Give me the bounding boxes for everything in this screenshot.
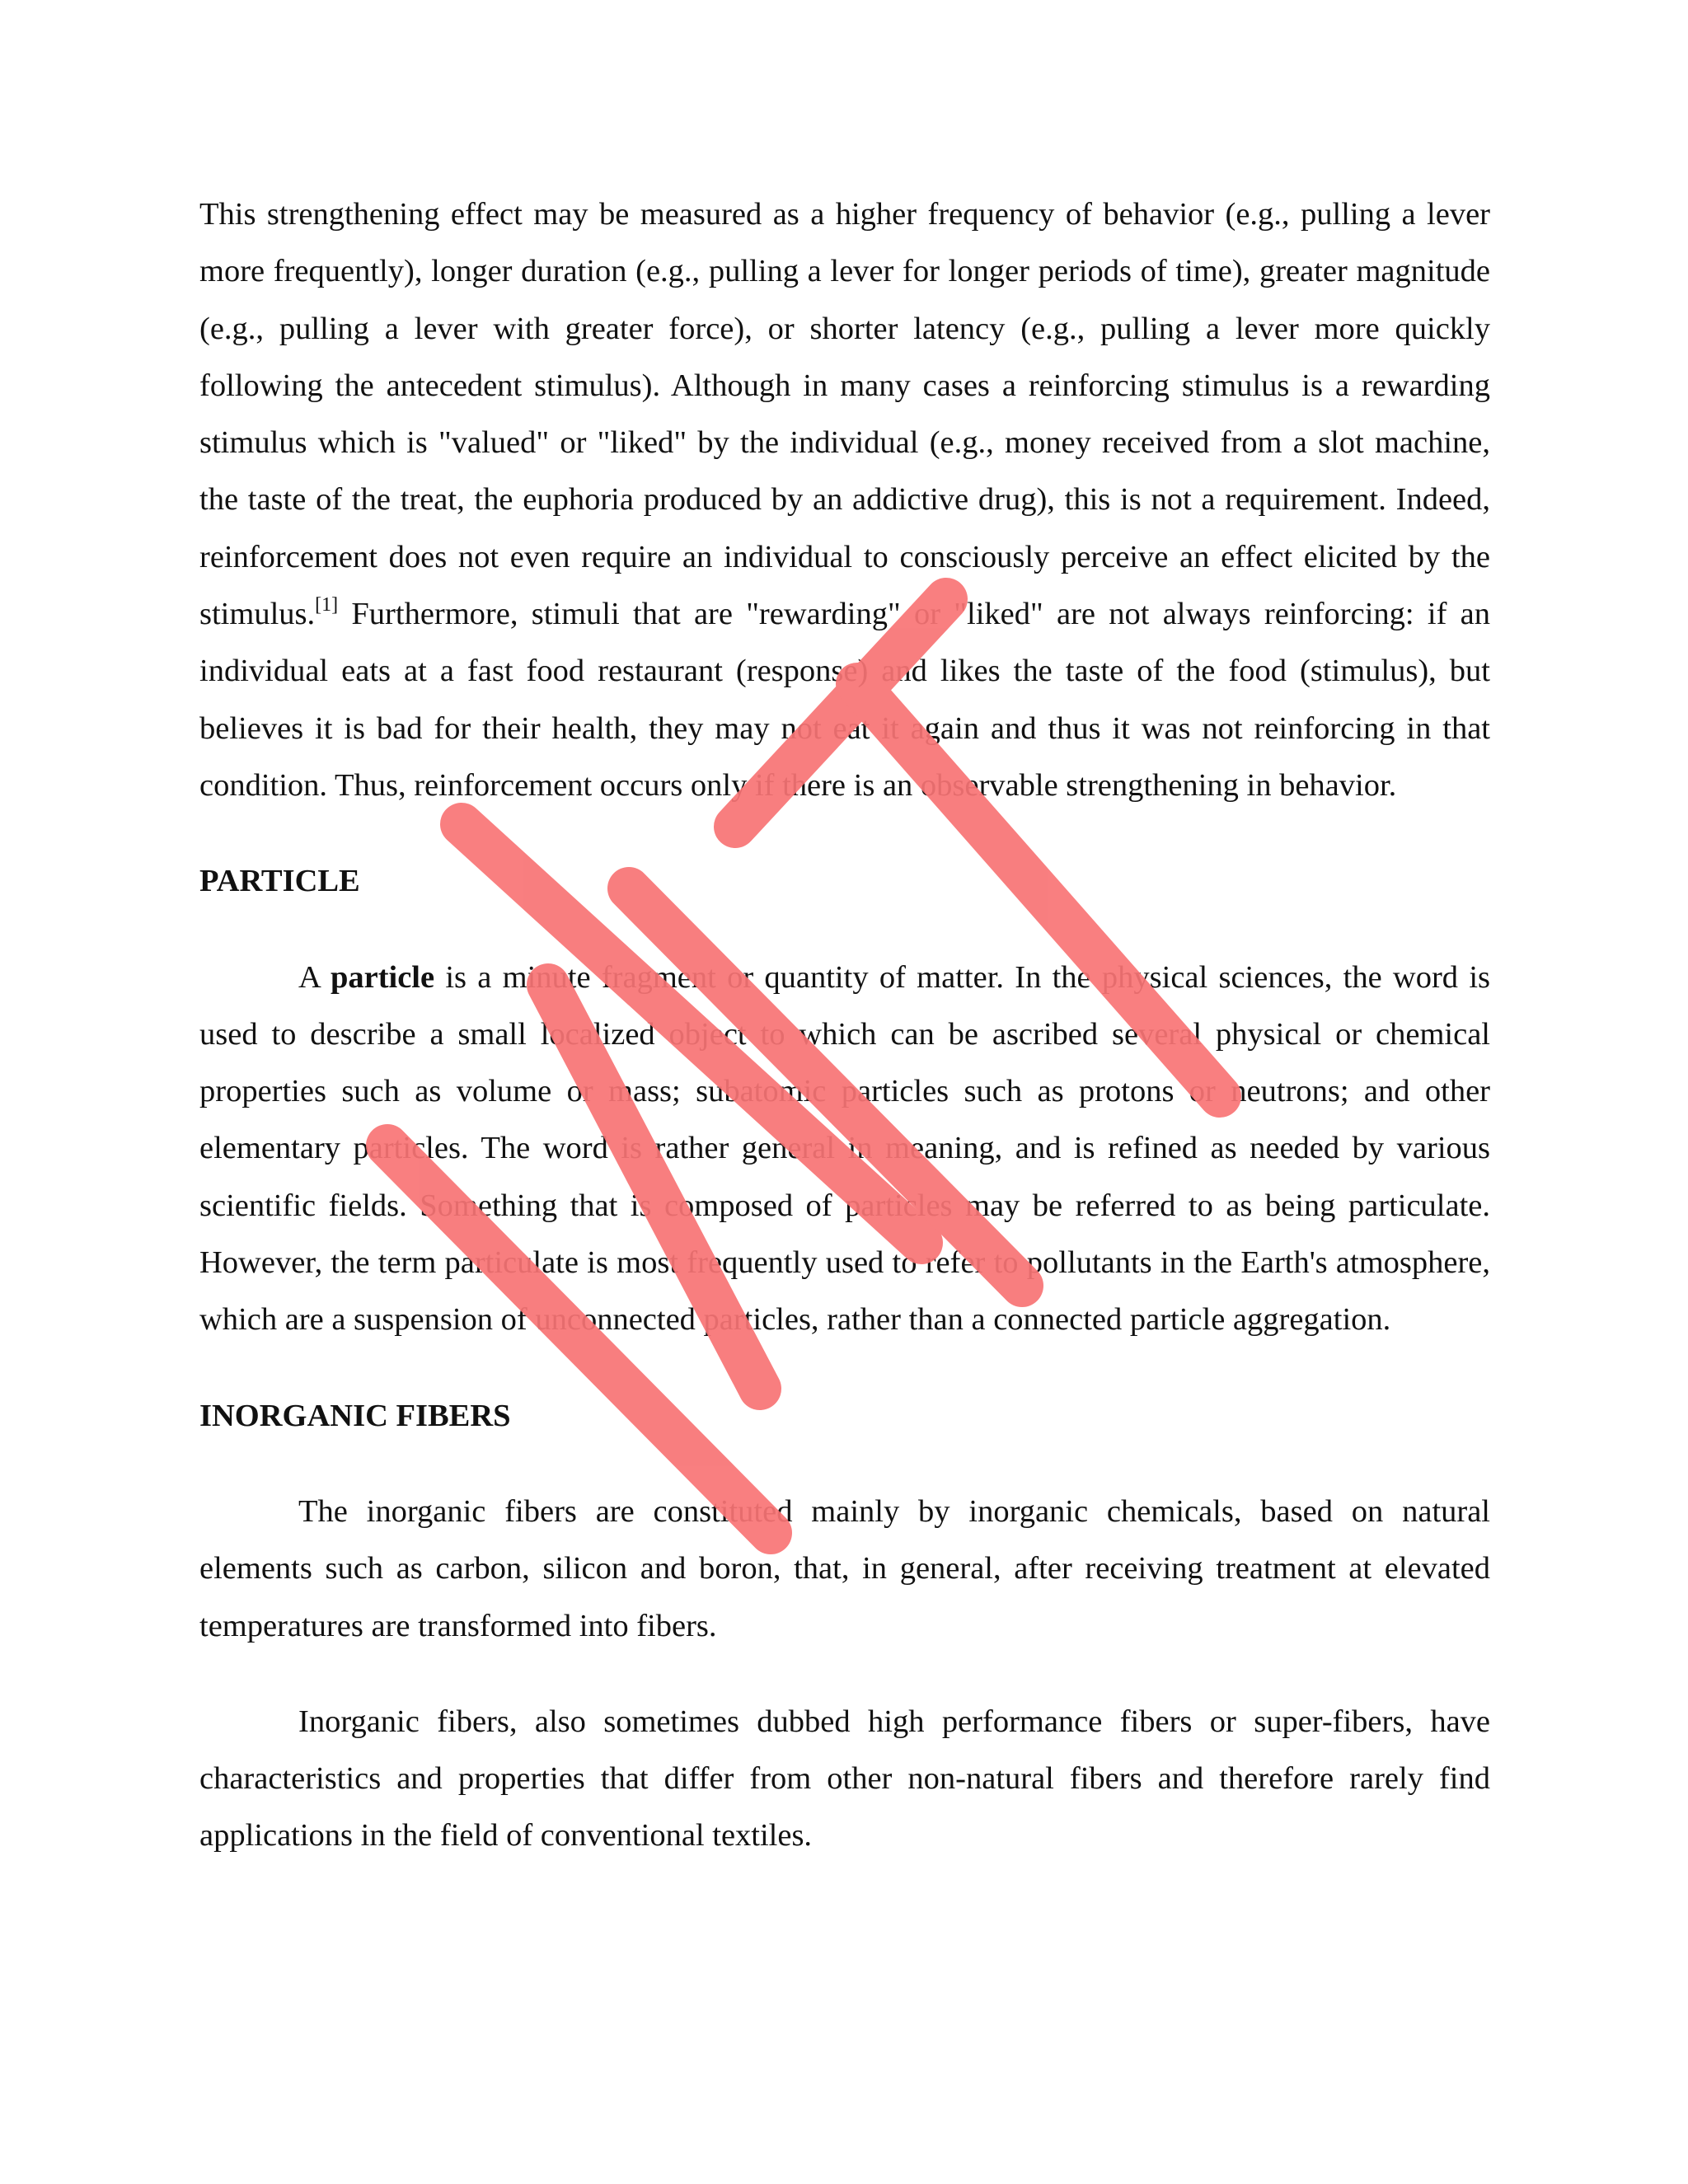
document-body: [199, 186, 1490, 1865]
particle-lead: A: [298, 959, 331, 995]
inorganic-fibers-paragraph-1: The inorganic fibers are constituted mainly by inorganic chemicals, based on natural elements such as carbon, silicon and boron, that, in general, after receiving treatment at elevated temperatures are transformed into fibers.: [199, 1493, 1490, 1643]
particle-heading: PARTICLE: [199, 864, 360, 899]
reinforcement-paragraph: [199, 186, 1490, 814]
particle-paragraph: [199, 949, 1490, 1349]
reinforcement-text-part-1: This strengthening effect may be measured as a higher frequency of behavior (e.g., pulling a lever more frequently), longer duration (e.g., pulling a lever for longer periods of time), greater magnitude (e.g., pulling a lever with greater force), or shorter latency (e.g., pulling a lever more quickly following the antecedent stimulus). Although in many cases a reinforcing stimulus is a rewarding stimulus which is "valued" or "liked" by the individual (e.g., money received from a slot machine, the taste of the treat, the euphoria produced by an addictive drug), this is not a requirement. Indeed, reinforcement does not even require an individual to consciously perceive an effect elicited by the stimulus.: [199, 197, 1490, 632]
particle-term: particle: [330, 959, 435, 995]
citation-superscript[interactable]: [1]: [315, 594, 339, 616]
inorganic-fibers-paragraph-2: Inorganic fibers, also sometimes dubbed high performance fibers or super-fibers, have characteristics and properties that differ from other non-natural fibers and therefore rarely find applications in the field of conventional textiles.: [199, 1704, 1490, 1854]
reinforcement-text-part-2: Furthermore, stimuli that are "rewarding" or "liked" are not always reinforcing: if an individual eats at a fast food restaurant (response) and likes the taste of the food (stimulus), but believes it is bad for their health, they may not eat it again and thus it was not reinforcing in that condition. Thus, reinforcement occurs only if there is an observable strengthening in behavior.: [199, 597, 1490, 803]
inorganic-fibers-heading: INORGANIC FIBERS: [199, 1398, 511, 1433]
particle-definition: is a minute fragment or quantity of matter. In the physical sciences, the word is used to describe a small localized object to which can be ascribed several physical or chemical properties such as volume or mass; subatomic particles such as protons or neutrons; and other elementary particles. The word is rather general in meaning, and is refined as needed by various scientific fields. Something that is composed of particles may be referred to as being particulate. However, the term particulate is most frequently used to refer to pollutants in the Earth's atmosphere, which are a suspension of unconnected particles, rather than a connected particle aggregation.: [199, 959, 1490, 1338]
